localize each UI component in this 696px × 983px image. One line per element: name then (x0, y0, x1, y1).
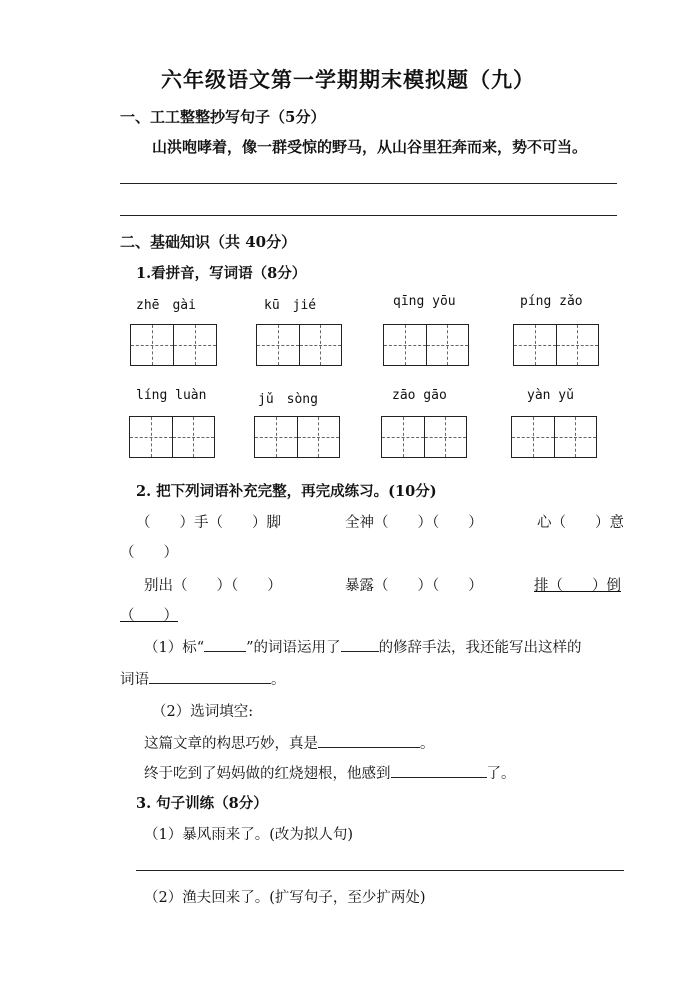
q3-sentence-1: （1）暴风雨来了。(改为拟人句) (144, 827, 354, 843)
pinyin-1: zhē gài (136, 298, 196, 313)
sub1-part-c: 的修辞手法，我还能写出这样的 (378, 640, 582, 656)
idiom-6-underlined: 排（ ）倒 (534, 578, 621, 594)
char-grid-8[interactable] (511, 416, 597, 458)
sub2-line1 (144, 732, 435, 753)
blank-words[interactable] (149, 669, 271, 684)
copy-sentence: 山洪咆哮着，像一群受惊的野马，从山谷里狂奔而来，势不可当。 (152, 138, 588, 156)
q3-sentence-2: （2）渔夫回来了。(扩写句子，至少扩两处) (144, 890, 426, 906)
char-grid-5[interactable] (129, 416, 215, 458)
blank-rhetoric[interactable] (341, 637, 379, 652)
sub1-line2 (120, 668, 286, 689)
char-grid-6[interactable] (254, 416, 340, 458)
idiom-3: 心（ ）意 (537, 515, 624, 531)
pinyin-2: kū jié (264, 298, 317, 313)
blank-fill-1[interactable] (318, 733, 420, 748)
blank-fill-2[interactable] (391, 763, 487, 778)
section1-heading: 一、工工整整抄写句子（5分） (120, 108, 326, 126)
q3-heading: 3. 句子训练（8分） (136, 795, 268, 812)
char-grid-4[interactable] (513, 324, 599, 366)
sub1-line (144, 636, 582, 657)
pinyin-6: jǔ sòng (258, 392, 318, 407)
sub2-l2-end: 了。 (486, 766, 516, 782)
sub1-part-b: ”的词语运用了 (246, 640, 341, 656)
char-grid-1[interactable] (130, 324, 217, 366)
sub2-l2-text: 终于吃到了妈妈做的红烧翅根，他感到 (144, 766, 391, 782)
idiom-4: 别出（ ）（ ） (144, 578, 282, 594)
sub1-part-e: 。 (271, 672, 286, 688)
pinyin-3: qīng yōu (393, 294, 456, 309)
answer-line-1[interactable] (136, 870, 624, 871)
sub1-part-d: 词语 (120, 672, 149, 688)
section2-heading: 二、基础知识（共 40分） (120, 233, 297, 251)
idiom-1: （ ）手（ ）脚 (136, 515, 281, 531)
sub1-part-a: （1）标“ (144, 640, 205, 656)
idiom-6-wrap: （ ） (120, 608, 178, 624)
char-grid-3[interactable] (383, 324, 469, 366)
pinyin-4: píng zǎo (520, 294, 583, 309)
idiom-5: 暴露（ ）（ ） (345, 578, 483, 594)
char-grid-7[interactable] (381, 416, 467, 458)
sub2-l1-end: 。 (420, 736, 435, 752)
idiom-3-wrap: （ ） (120, 545, 178, 561)
pinyin-8: yàn yǔ (527, 388, 574, 403)
pinyin-5: líng luàn (136, 388, 207, 403)
idiom-2: 全神（ ）（ ） (345, 515, 483, 531)
writing-line-2[interactable] (120, 215, 617, 216)
q2-heading: 2. 把下列词语补充完整，再完成练习。(10分) (136, 483, 437, 500)
sub2-l1-text: 这篇文章的构思巧妙，真是 (144, 736, 318, 752)
page-title: 六年级语文第一学期期末模拟题（九） (161, 67, 535, 92)
writing-line-1[interactable] (120, 183, 617, 184)
blank-mark[interactable] (204, 637, 246, 652)
char-grid-2[interactable] (256, 324, 342, 366)
sub2-heading: （2）选词填空: (152, 704, 254, 720)
q1-heading: 1.看拼音，写词语（8分） (136, 265, 307, 282)
sub2-line2 (144, 762, 516, 783)
pinyin-7: zāo gāo (392, 388, 447, 403)
